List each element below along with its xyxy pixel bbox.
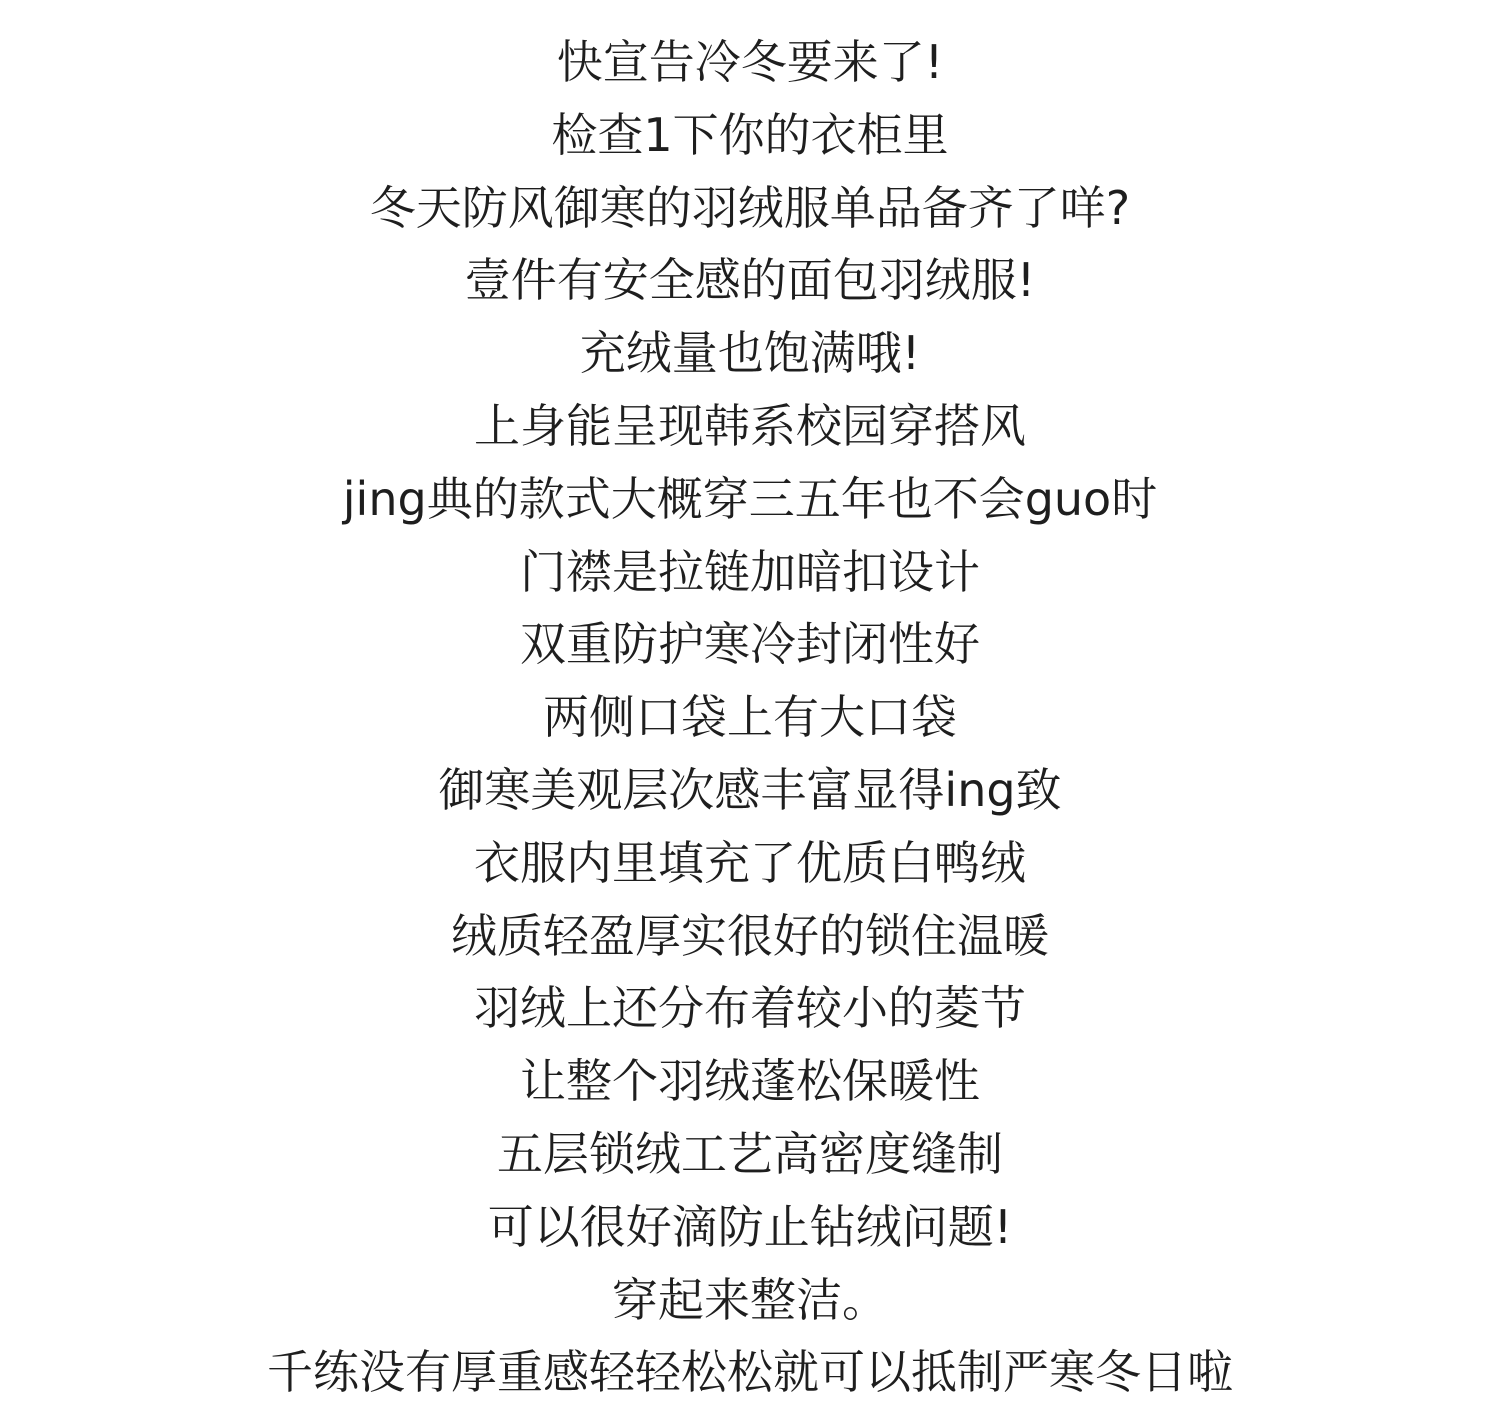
text-line: 双重防护寒冷封闭性好 <box>520 617 980 672</box>
text-line: 门襟是拉链加暗扣设计 <box>520 544 980 599</box>
text-line: 两侧口袋上有大口袋 <box>543 690 957 745</box>
text-line: 御寒美观层次感丰富显得ing致 <box>438 762 1062 817</box>
text-line: 千练没有厚重感轻轻松松就可以抵制严寒冬日啦 <box>267 1345 1233 1400</box>
text-line: 衣服内里填充了优质白鸭绒 <box>474 835 1026 890</box>
text-line: 让整个羽绒蓬松保暖性 <box>520 1054 980 1109</box>
text-line: 充绒量也饱满哦! <box>579 326 921 381</box>
text-line: 冬天防风御寒的羽绒服单品备齐了咩? <box>369 180 1131 235</box>
text-line: 检查1下你的衣柜里 <box>551 107 949 162</box>
text-line: 穿起来整洁。 <box>612 1272 888 1327</box>
text-line: 快宣告冷冬要来了! <box>556 35 944 89</box>
text-line: 上身能呈现韩系校园穿搭风 <box>474 398 1026 453</box>
document-text <box>0 26 1500 1409</box>
text-line: 五层锁绒工艺高密度缝制 <box>497 1126 1003 1181</box>
text-line: 羽绒上还分布着较小的菱节 <box>474 981 1026 1036</box>
text-line: 绒质轻盈厚实很好的锁住温暖 <box>451 908 1049 963</box>
text-line: 可以很好滴防止钻绒问题! <box>487 1199 1013 1254</box>
text-line: jing典的款式大概穿三五年也不会guo时 <box>342 471 1158 526</box>
text-line: 壹件有安全感的面包羽绒服! <box>464 253 1036 308</box>
